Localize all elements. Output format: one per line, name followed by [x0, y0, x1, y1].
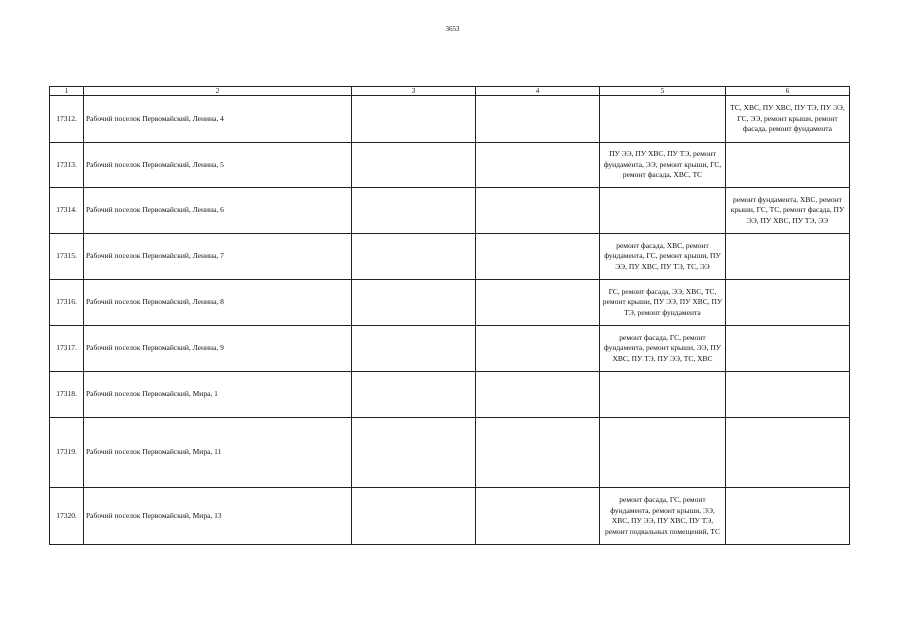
table-row — [50, 188, 850, 234]
row-number: 17316. — [50, 280, 84, 326]
row-col3 — [352, 280, 476, 326]
table-row — [50, 143, 850, 188]
row-works-col6 — [726, 372, 850, 418]
row-address: Рабочий поселок Первомайский, Ленина, 5 — [84, 143, 352, 188]
row-col3 — [352, 372, 476, 418]
row-address: Рабочий поселок Первомайский, Мира, 11 — [84, 418, 352, 488]
table-row — [50, 326, 850, 372]
row-works-col5: ПУ ЭЭ, ПУ ХВС, ПУ ТЭ, ремонт фундамента, ЭЭ, ремонт крыши, ГС, ремонт фасада, ХВС, ТС — [600, 143, 726, 188]
row-col4 — [476, 488, 600, 545]
row-number: 17317. — [50, 326, 84, 372]
row-number: 17314. — [50, 188, 84, 234]
row-works-col5 — [600, 418, 726, 488]
table-row — [50, 280, 850, 326]
row-number: 17319. — [50, 418, 84, 488]
table-row — [50, 96, 850, 143]
row-works-col6: ТС, ХВС, ПУ ХВС, ПУ ТЭ, ПУ ЭЭ, ГС, ЭЭ, ремонт крыши, ремонт фасада, ремонт фундамента — [726, 96, 850, 143]
column-header: 2 — [84, 87, 352, 96]
row-col3 — [352, 96, 476, 143]
row-address: Рабочий поселок Первомайский, Ленина, 8 — [84, 280, 352, 326]
row-works-col5 — [600, 372, 726, 418]
column-header: 3 — [352, 87, 476, 96]
row-col4 — [476, 372, 600, 418]
row-col3 — [352, 143, 476, 188]
table-row — [50, 488, 850, 545]
row-number: 17315. — [50, 234, 84, 280]
row-address: Рабочий поселок Первомайский, Ленина, 7 — [84, 234, 352, 280]
row-number: 17318. — [50, 372, 84, 418]
column-header: 1 — [50, 87, 84, 96]
row-works-col6 — [726, 143, 850, 188]
table-header-row — [50, 87, 850, 96]
row-address: Рабочий поселок Первомайский, Ленина, 9 — [84, 326, 352, 372]
row-works-col5: ремонт фасада, ГС, ремонт фундамента, ремонт крыши, ЭЭ, ХВС, ПУ ЭЭ, ПУ ХВС, ПУ ТЭ, ремонт подвальных помещений, ТС — [600, 488, 726, 545]
row-address: Рабочий поселок Первомайский, Ленина, 6 — [84, 188, 352, 234]
row-address: Рабочий поселок Первомайский, Мира, 1 — [84, 372, 352, 418]
row-col3 — [352, 326, 476, 372]
row-col4 — [476, 418, 600, 488]
row-address: Рабочий поселок Первомайский, Ленина, 4 — [84, 96, 352, 143]
row-col4 — [476, 234, 600, 280]
row-col3 — [352, 188, 476, 234]
row-col4 — [476, 96, 600, 143]
row-col3 — [352, 234, 476, 280]
column-header: 5 — [600, 87, 726, 96]
row-works-col6 — [726, 280, 850, 326]
row-works-col6 — [726, 488, 850, 545]
row-number: 17313. — [50, 143, 84, 188]
row-number: 17320. — [50, 488, 84, 545]
row-col3 — [352, 488, 476, 545]
row-number: 17312. — [50, 96, 84, 143]
row-col3 — [352, 418, 476, 488]
row-works-col6 — [726, 234, 850, 280]
row-works-col5 — [600, 188, 726, 234]
row-col4 — [476, 143, 600, 188]
table-row — [50, 234, 850, 280]
row-works-col6 — [726, 418, 850, 488]
row-col4 — [476, 188, 600, 234]
row-col4 — [476, 280, 600, 326]
row-works-col6 — [726, 326, 850, 372]
table-row — [50, 418, 850, 488]
row-works-col5: ремонт фасада, ГС, ремонт фундамента, ремонт крыши, ЭЭ, ПУ ХВС, ПУ ТЭ, ПУ ЭЭ, ТС, ХВС — [600, 326, 726, 372]
row-col4 — [476, 326, 600, 372]
row-works-col6: ремонт фундамента, ХВС, ремонт крыши, ГС, ТС, ремонт фасада, ПУ ЭЭ, ПУ ХВС, ПУ ТЭ, ЭЭ — [726, 188, 850, 234]
row-address: Рабочий поселок Первомайский, Мира, 13 — [84, 488, 352, 545]
row-works-col5: ремонт фасада, ХВС, ремонт фундамента, ГС, ремонт крыши, ПУ ЭЭ, ПУ ХВС, ПУ ТЭ, ТС, ЭЭ — [600, 234, 726, 280]
row-works-col5: ГС, ремонт фасада, ЭЭ, ХВС, ТС, ремонт крыши, ПУ ЭЭ, ПУ ХВС, ПУ ТЭ, ремонт фундамента — [600, 280, 726, 326]
column-header: 4 — [476, 87, 600, 96]
column-header: 6 — [726, 87, 850, 96]
row-works-col5 — [600, 96, 726, 143]
page-number: 3653 — [445, 25, 460, 33]
table-row — [50, 372, 850, 418]
registry-table — [49, 86, 850, 545]
